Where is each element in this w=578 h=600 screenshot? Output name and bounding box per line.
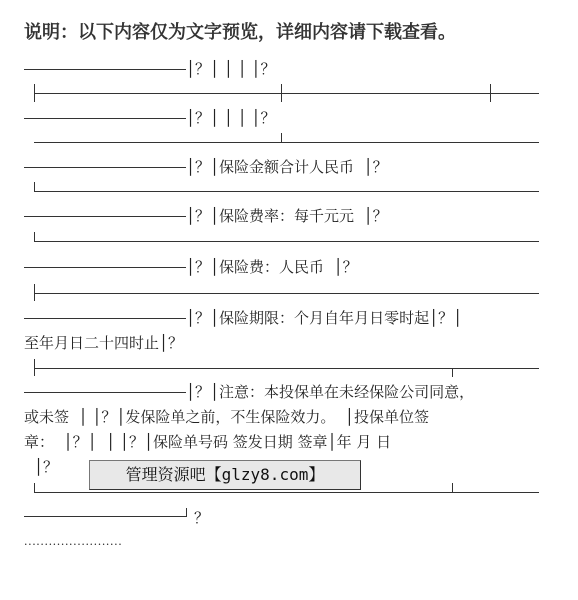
table-rule	[281, 84, 282, 102]
table-rule	[24, 167, 186, 168]
table-rule	[24, 267, 186, 268]
table-rule	[24, 516, 186, 517]
table-row: │？│保险期限：个月自年月日零时起│？│	[186, 309, 463, 327]
watermark-banner: 管理资源吧【glzy8.com】	[89, 460, 361, 490]
table-row-continued: 章： │？│ │ │？│保险单号码 签发日期 签章│年 月 日	[24, 433, 392, 451]
table-rule	[24, 216, 186, 217]
table-rule	[34, 241, 539, 242]
table-rule	[186, 508, 187, 517]
table-rule	[34, 182, 35, 191]
table-rule	[34, 142, 539, 143]
table-rule	[24, 118, 186, 119]
table-row-continued: 或未签 │ │？│发保险单之前，不生保险效力。 │投保单位签	[24, 408, 429, 426]
table-rule	[34, 284, 35, 301]
table-rule	[34, 191, 539, 192]
table-rule	[34, 293, 539, 294]
table-rule	[34, 483, 35, 492]
table-row: ？	[194, 509, 210, 527]
table-rule	[34, 359, 35, 376]
table-rule	[452, 483, 453, 492]
table-row: │？│ │ │ │？	[186, 60, 276, 78]
table-row: │？│保险费：人民币 │？	[186, 258, 358, 276]
table-row: │？│保险费率：每千元元 │？	[186, 207, 388, 225]
table-rule	[34, 368, 539, 369]
table-row-continued: │？	[34, 458, 59, 476]
table-rule	[24, 392, 186, 393]
table-rule	[24, 69, 186, 70]
table-rule	[34, 84, 35, 102]
table-rule	[34, 93, 539, 94]
preview-notice: 说明：以下内容仅为文字预览，详细内容请下载查看。	[24, 22, 456, 43]
table-rule	[34, 492, 539, 493]
table-row: │？│保险金额合计人民币 │？	[186, 158, 388, 176]
table-rule	[490, 84, 491, 102]
table-row-continued: 至年月日二十四时止│？	[24, 334, 184, 352]
dotted-leader: ························	[24, 538, 123, 551]
table-row: │？│ │ │ │？	[186, 109, 276, 127]
table-rule	[452, 368, 453, 377]
table-row: │？│注意：本投保单在未经保险公司同意，	[186, 383, 475, 401]
table-rule	[281, 133, 282, 142]
table-rule	[34, 232, 35, 241]
table-rule	[24, 318, 186, 319]
